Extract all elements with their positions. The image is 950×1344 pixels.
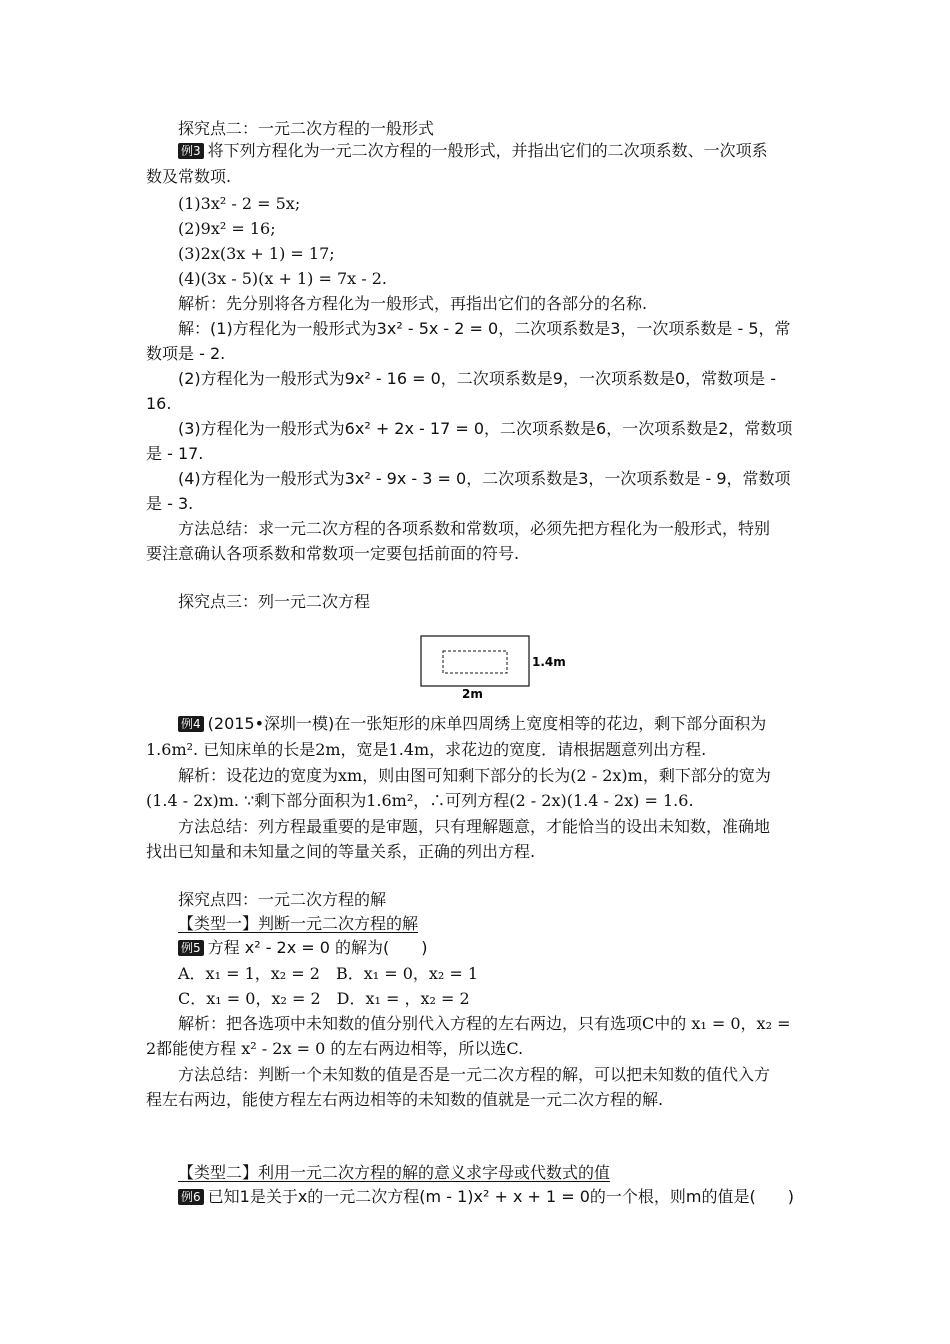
solution-3: (3)方程化为一般形式为6x² + 2x - 17 = 0，二次项系数是6，一次项系数是2，常数项 — [178, 419, 793, 438]
type-1-heading: 【类型一】判断一元二次方程的解 — [178, 914, 419, 933]
example-badge: 例3 — [178, 143, 204, 159]
solution-4: (4)方程化为一般形式为3x² - 9x - 3 = 0，二次项系数是3，一次项系数是 - 9，常数项 — [178, 469, 791, 488]
example-badge: 例6 — [178, 1189, 204, 1205]
analysis-cont: (1.4 - 2x)m. ∵剩下部分面积为1.6m²，∴可列方程(2 - 2x)(1.4 - 2x) = 1.6. — [146, 791, 694, 810]
equation-3: (3)2x(3x + 1) = 17; — [178, 244, 335, 263]
section-heading: 探究点二：一元二次方程的一般形式 — [178, 119, 435, 138]
analysis-cont: 2都能使方程 x² - 2x = 0 的左右两边相等，所以选C. — [146, 1039, 524, 1058]
section-heading: 探究点三：列一元二次方程 — [178, 592, 371, 611]
section-heading: 探究点四：一元二次方程的解 — [178, 890, 387, 909]
analysis: 解析：先分别将各方程化为一般形式，再指出它们的各部分的名称. — [178, 294, 648, 313]
example-badge: 例4 — [178, 716, 204, 732]
solution-2-cont: 16. — [146, 394, 172, 413]
example-badge: 例5 — [178, 940, 204, 956]
example-3-question: 例3 将下列方程化为一元二次方程的一般形式，并指出它们的二次项系数、一次项系 — [178, 140, 768, 162]
options-cd: C．x₁ = 0，x₂ = 2 D．x₁ = ，x₂ = 2 — [178, 989, 470, 1008]
type-2-heading: 【类型二】利用一元二次方程的解的意义求字母或代数式的值 — [178, 1163, 611, 1182]
method-summary-cont: 找出已知量和未知量之间的等量关系，正确的列出方程. — [146, 842, 536, 861]
method-summary: 方法总结：判断一个未知数的值是否是一元二次方程的解，可以把未知数的值代入方 — [178, 1065, 771, 1084]
equation-4: (4)(3x - 5)(x + 1) = 7x - 2. — [178, 269, 387, 288]
solution-4-cont: 是 - 3. — [146, 494, 194, 513]
solution-3-cont: 是 - 17. — [146, 444, 204, 463]
example-3-question-cont: 数及常数项. — [146, 167, 232, 186]
equation-1: (1)3x² - 2 = 5x; — [178, 194, 301, 213]
solution-2: (2)方程化为一般形式为9x² - 16 = 0，二次项系数是9，一次项系数是0，常数项是 - — [178, 369, 777, 388]
analysis: 解析：设花边的宽度为xm，则由图可知剩下部分的长为(2 - 2x)m，剩下部分的宽为 — [178, 766, 771, 785]
example-5-question: 例5 方程 x² - 2x = 0 的解为( ) — [178, 937, 428, 959]
example-6-question: 例6 已知1是关于x的一元二次方程(m - 1)x² + x + 1 = 0的一个根，则m的值是( ) — [178, 1186, 794, 1208]
method-summary-cont: 要注意确认各项系数和常数项一定要包括前面的符号. — [146, 544, 520, 563]
length-label: 2m — [462, 687, 483, 700]
analysis: 解析：把各选项中未知数的值分别代入方程的左右两边，只有选项C中的 x₁ = 0，x₂ = — [178, 1014, 791, 1033]
example-4-question-cont: 1.6m². 已知床单的长是2m，宽是1.4m，求花边的宽度．请根据题意列出方程. — [146, 740, 707, 759]
method-summary-cont: 程左右两边，能使方程左右两边相等的未知数的值就是一元二次方程的解. — [146, 1090, 664, 1109]
example-4-question: 例4 (2015•深圳一模)在一张矩形的床单四周绣上宽度相等的花边，剩下部分面积为 — [178, 713, 766, 735]
equation-2: (2)9x² = 16; — [178, 219, 276, 238]
options-ab: A．x₁ = 1，x₂ = 2 B．x₁ = 0，x₂ = 1 — [178, 964, 479, 983]
method-summary: 方法总结：求一元二次方程的各项系数和常数项，必须先把方程化为一般形式，特别 — [178, 519, 771, 538]
outer-rectangle — [421, 636, 529, 686]
solution-1-cont: 数项是 - 2. — [146, 344, 226, 363]
bedsheet-diagram — [420, 635, 570, 700]
solution-1: 解：(1)方程化为一般形式为3x² - 5x - 2 = 0，二次项系数是3，一次项系数是 - 5，常 — [178, 319, 791, 338]
method-summary: 方法总结：列方程最重要的是审题，只有理解题意，才能恰当的设出未知数，准确地 — [178, 817, 771, 836]
inner-dashed-rectangle — [443, 651, 507, 673]
width-label: 1.4m — [532, 655, 566, 669]
